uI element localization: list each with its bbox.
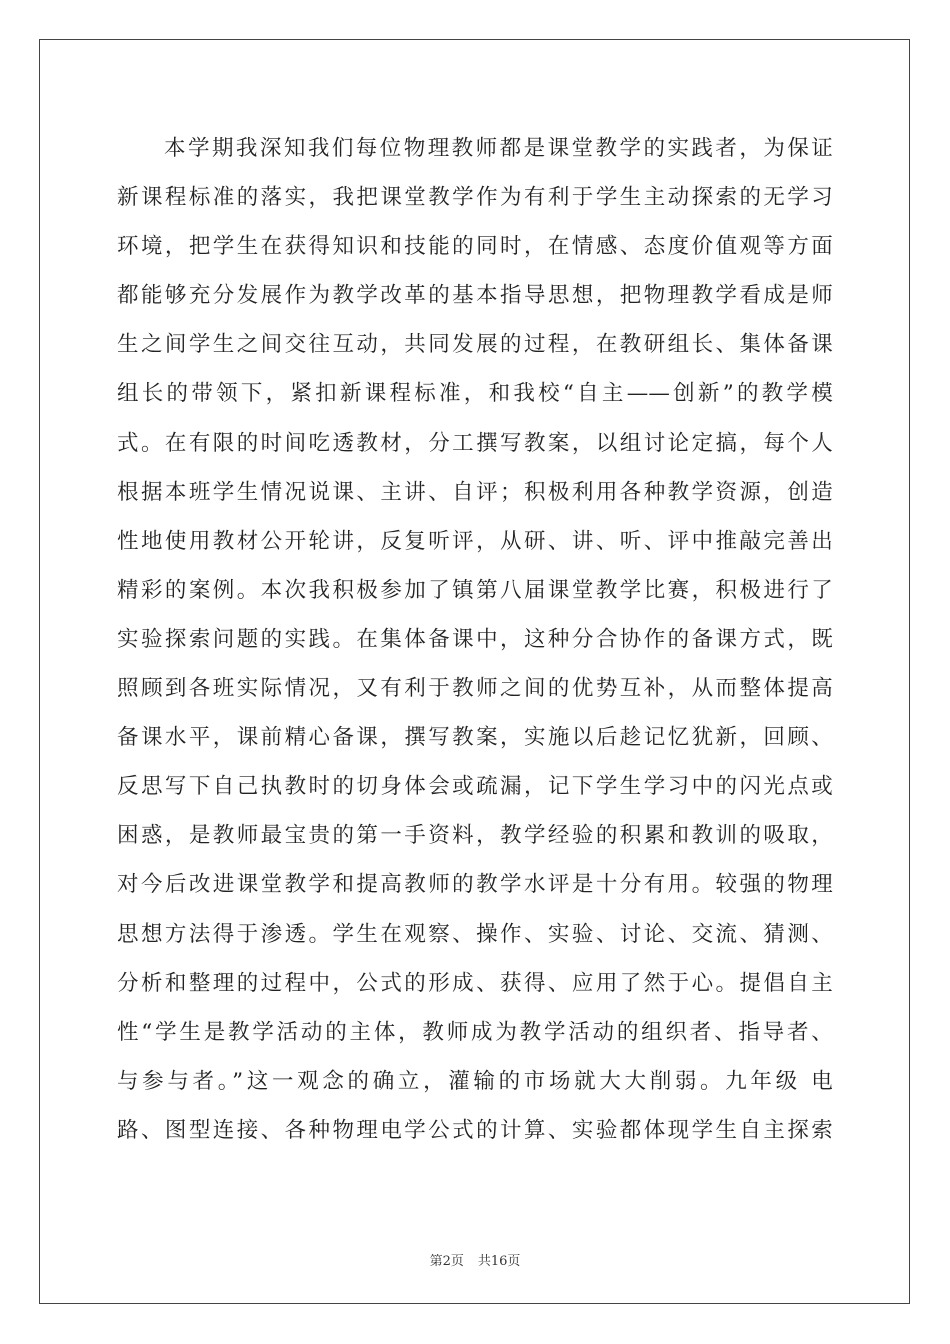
- text-line: 根据本班学生情况说课、主讲、自评；积极利用各种教学资源，创造: [117, 479, 833, 505]
- text-line: 都能够充分发展作为教学改革的基本指导思想，把物理教学看成是师: [117, 283, 833, 309]
- page-footer: [0, 1250, 950, 1269]
- text-line: 性“学生是教学活动的主体，教师成为教学活动的组织者、指导者、: [117, 1019, 833, 1045]
- text-line: 环境，把学生在获得知识和技能的同时，在情感、态度价值观等方面: [117, 234, 833, 260]
- text-line: 生之间学生之间交往互动，共同发展的过程，在教研组长、集体备课: [117, 332, 833, 358]
- text-line: 精彩的案例。本次我积极参加了镇第八届课堂教学比赛，积极进行了: [117, 577, 833, 603]
- text-line: 性地使用教材公开轮讲，反复听评，从研、讲、听、评中推敲完善出: [117, 528, 833, 554]
- text-line: 式。在有限的时间吃透教材，分工撰写教案，以组讨论定搞，每个人: [117, 430, 833, 456]
- text-line: 备课水平，课前精心备课，撰写教案，实施以后趁记忆犹新，回顾、: [117, 725, 833, 751]
- text-line: 对今后改进课堂教学和提高教师的教学水评是十分有用。较强的物理: [117, 872, 833, 898]
- text-line: 路、图型连接、各种物理电学公式的计算、实验都体现学生自主探索: [117, 1117, 833, 1143]
- text-line: 思想方法得于渗透。学生在观察、操作、实验、讨论、交流、猜测、: [117, 921, 833, 947]
- text-line: 新课程标准的落实，我把课堂教学作为有利于学生主动探索的无学习: [117, 185, 833, 211]
- text-line: 与参与者。”这一观念的确立，灌输的市场就大大削弱。九年级 电: [117, 1068, 833, 1094]
- page-number-total: 共16页: [477, 1254, 521, 1269]
- text-line: 分析和整理的过程中，公式的形成、获得、应用了然于心。提倡自主: [117, 970, 833, 996]
- text-line: 本学期我深知我们每位物理教师都是课堂教学的实践者，为保证: [164, 136, 833, 161]
- page-number-current: 第2页: [429, 1254, 464, 1269]
- body-paragraph: [117, 124, 833, 1155]
- text-line: 困惑，是教师最宝贵的第一手资料，教学经验的积累和教训的吸取，: [117, 823, 833, 849]
- text-line: 照顾到各班实际情况，又有利于教师之间的优势互补，从而整体提高: [117, 676, 833, 702]
- text-line: 实验探索问题的实践。在集体备课中，这种分合协作的备课方式，既: [117, 626, 833, 652]
- text-line: 反思写下自己执教时的切身体会或疏漏，记下学生学习中的闪光点或: [117, 774, 833, 800]
- text-line: 组长的带领下，紧扣新课程标准，和我校“自主——创新”的教学模: [117, 381, 833, 407]
